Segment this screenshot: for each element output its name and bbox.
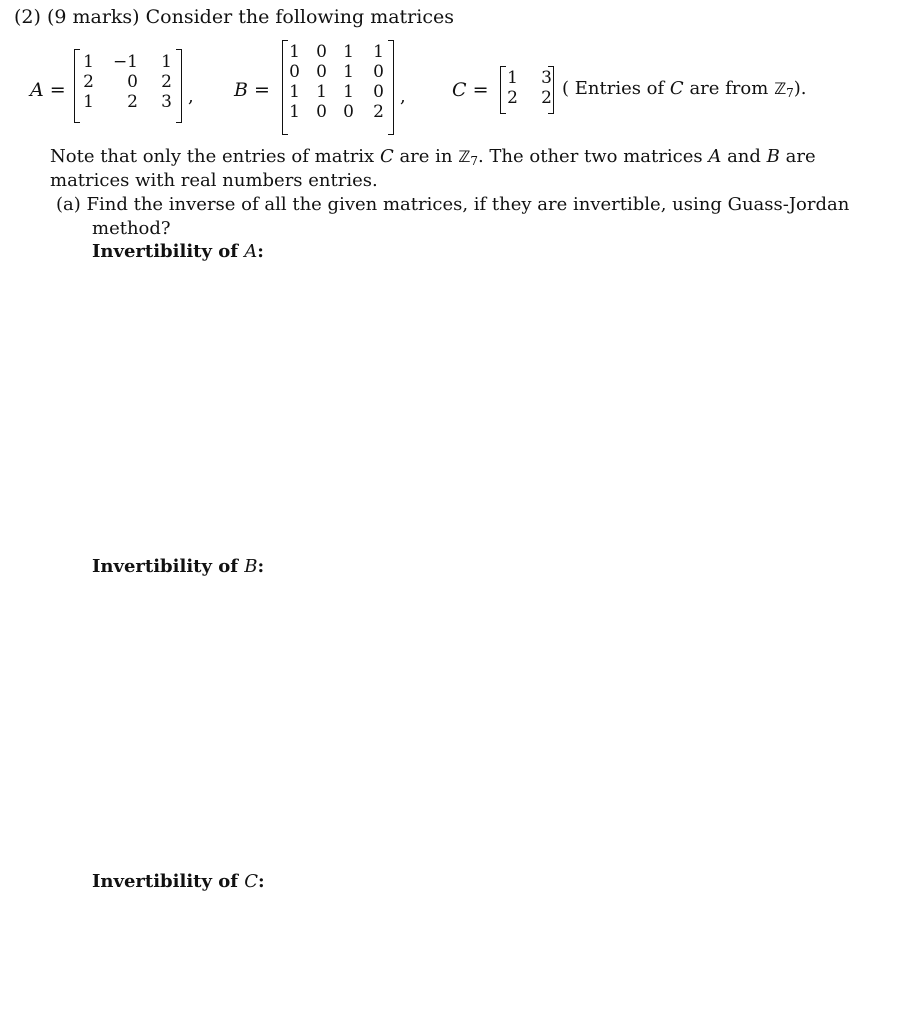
matrix-a-entry-r2c1: 2 [83, 72, 94, 92]
matrix-a-entry-r3c2: 2 [127, 92, 138, 112]
matrix-b-comma: , [400, 86, 406, 107]
matrix-b-entry-r1c1: 1 [289, 42, 300, 62]
matrix-b-entry-r1c4: 1 [373, 42, 384, 62]
matrix-c [506, 68, 552, 108]
part-a-line-2: method? [92, 218, 171, 239]
invertibility-b-heading: Invertibility of B: [92, 556, 265, 577]
matrix-b-entry-r2c2: 0 [316, 62, 327, 82]
matrix-c-right-bracket [548, 66, 554, 114]
matrix-b-entry-r3c4: 0 [373, 82, 384, 102]
matrix-a-entry-r2c2: 0 [127, 72, 138, 92]
matrix-c-entry-r2c2: 2 [541, 88, 552, 108]
matrix-c-entry-r2c1: 2 [507, 88, 518, 108]
matrix-a [80, 52, 172, 112]
matrix-b-right-bracket [388, 40, 394, 135]
matrix-c-label: C = [452, 79, 489, 101]
invertibility-a-heading: Invertibility of A: [92, 241, 264, 262]
matrix-a-entry-r3c3: 3 [161, 92, 172, 112]
matrix-b-label: B = [234, 79, 270, 101]
matrix-b-entry-r4c2: 0 [316, 102, 327, 122]
part-a-line-1: (a) Find the inverse of all the given matrices, if they are invertible, using Guass-Jordan [56, 194, 850, 215]
matrix-b-entry-r2c4: 0 [373, 62, 384, 82]
matrix-b-entry-r3c2: 1 [316, 82, 327, 102]
matrix-b-entry-r1c3: 1 [343, 42, 354, 62]
matrix-b [288, 42, 384, 122]
matrix-a-comma: , [188, 86, 194, 107]
invertibility-c-heading: Invertibility of C: [92, 871, 265, 892]
matrix-c-entry-r1c1: 1 [507, 68, 518, 88]
matrix-a-entry-r1c2: −1 [112, 52, 138, 72]
matrix-b-entry-r2c3: 1 [343, 62, 354, 82]
matrix-b-entry-r3c3: 1 [343, 82, 354, 102]
note-line-1: Note that only the entries of matrix C are in ℤ$_7$. The other two matrices A and B are [50, 146, 816, 168]
note-line-2: matrices with real numbers entries. [50, 170, 378, 191]
matrix-b-entry-r1c2: 0 [316, 42, 327, 62]
matrix-b-entry-r3c1: 1 [289, 82, 300, 102]
matrix-a-entry-r2c3: 2 [161, 72, 172, 92]
matrix-a-entry-r3c1: 1 [83, 92, 94, 112]
matrix-b-entry-r4c1: 1 [289, 102, 300, 122]
matrix-b-entry-r4c3: 0 [343, 102, 354, 122]
matrix-c-note: ( Entries of C are from ℤ$_7$). [562, 78, 807, 100]
matrix-a-right-bracket [176, 49, 182, 123]
question-header: (2) (9 marks) Consider the following matrices [14, 6, 454, 28]
matrix-a-label: A = [30, 79, 66, 101]
matrix-c-entry-r1c2: 3 [541, 68, 552, 88]
matrix-b-entry-r4c4: 2 [373, 102, 384, 122]
matrix-b-entry-r2c1: 0 [289, 62, 300, 82]
matrix-a-entry-r1c1: 1 [83, 52, 94, 72]
matrix-a-entry-r1c3: 1 [161, 52, 172, 72]
